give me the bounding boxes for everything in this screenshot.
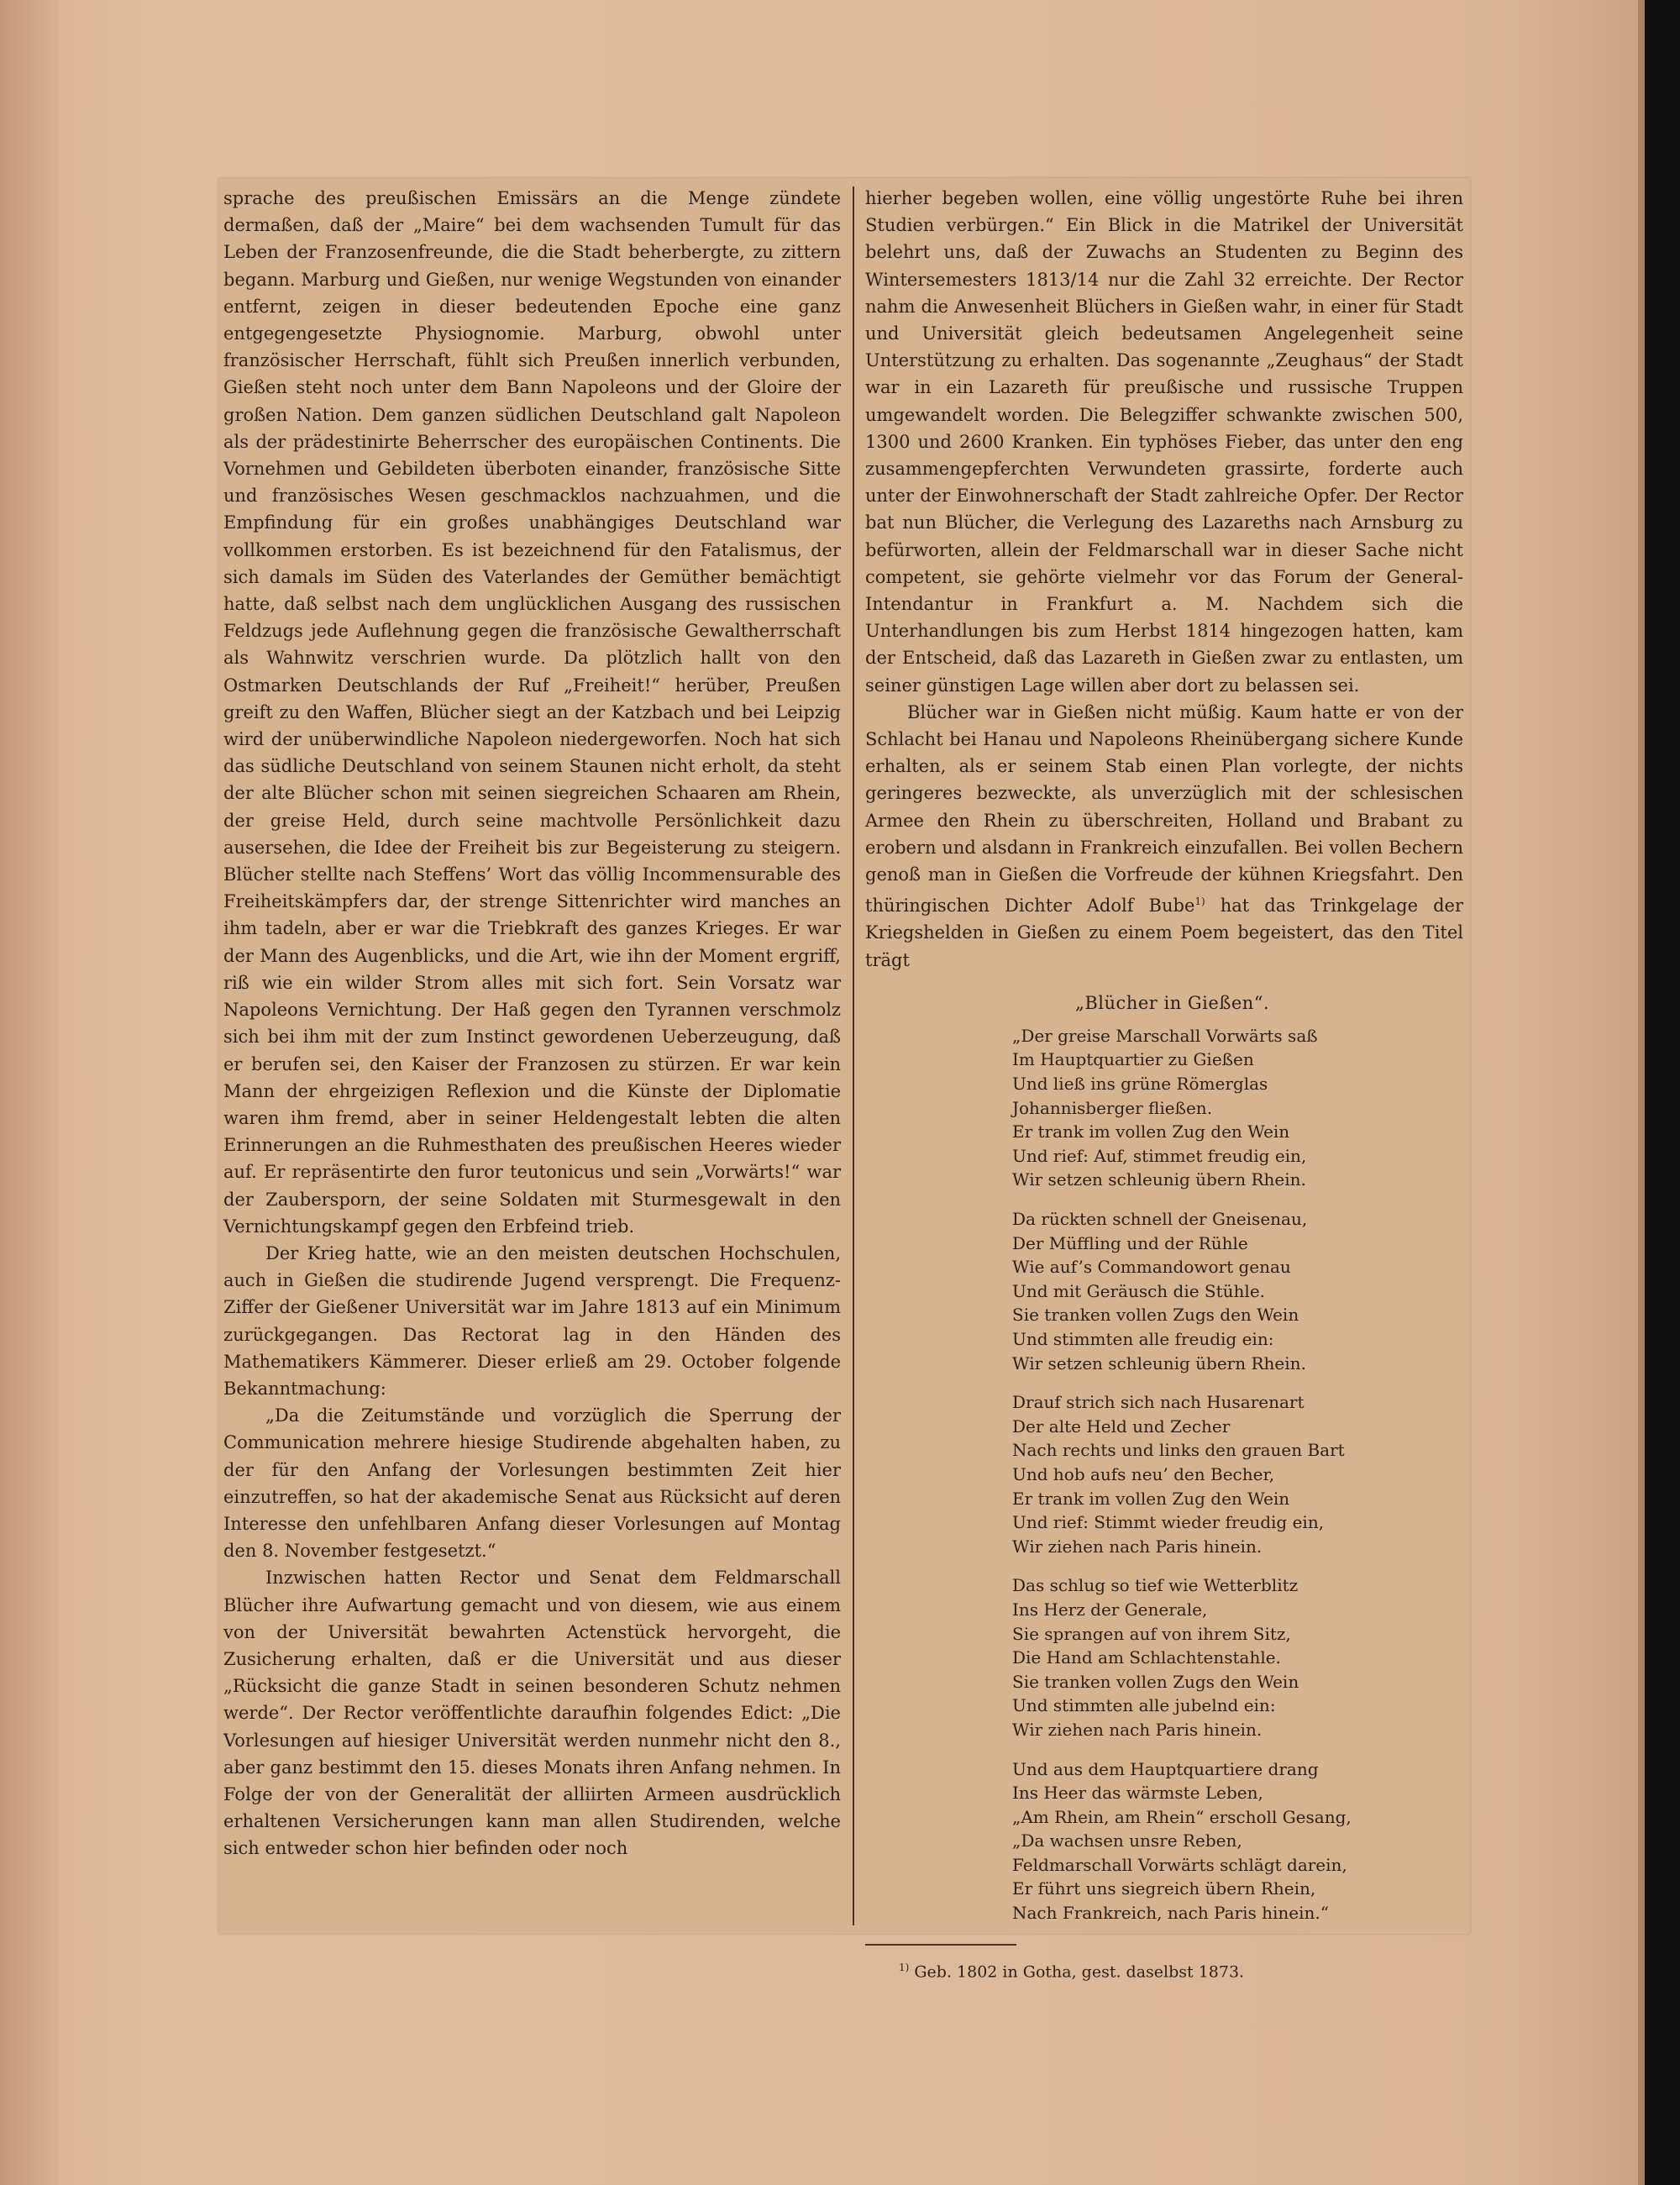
footnote-marker: 1)	[899, 1961, 910, 1973]
poem-line: „Der greise Marschall Vorwärts saß	[1012, 1025, 1318, 1046]
poem-line: Der alte Held und Zecher	[1012, 1416, 1231, 1437]
column-divider	[853, 186, 854, 1925]
paragraph-rector-senate: Inzwischen hatten Rector und Senat dem Feldmarschall Blücher ihre Aufwartung gemacht und von diesem, wie aus einem von der Universität bewahrten Actenstück hervorgeht, die Zusicherung erhalten, daß er die Universität und aus dieser „Rücksicht die ganze Stadt in seinen besonderen Schutz nehmen werde“. Der Rector veröffentlichte daraufhin folgendes Edict: „Die Vorlesungen auf hiesiger Universität werden nunmehr nicht den 8., aber ganz bestimmt den 15. dieses Monats ihren Anfang nehmen. In Folge der von der Generalität der alliirten Armeen ausdrücklich erhaltenen Versicherungen kann man allen Studirenden, welche sich entweder schon hier befinden oder noch	[223, 1568, 841, 1859]
left-column	[223, 185, 841, 1924]
paragraph-lazareth: hierher begeben wollen, eine völlig ungestörte Ruhe bei ihren Studien verbürgen.“ Ein Blick in die Matrikel der Universität belehrt uns, daß der Zuwachs an Studenten zu Beginn des Wintersemesters 1813/14 nur die Zahl 32 erreichte. Der Rector nahm die Anwesenheit Blüchers in Gießen wahr, in einer für Stadt und Universität gleich bedeutsamen Angelegenheit seine Unterstützung zu erhalten. Das sogenannte „Zeughaus“ der Stadt war in ein Lazareth für preußische und russische Truppen umgewandelt worden. Die Belegziffer schwankte zwischen 500, 1300 und 2600 Kranken. Ein typhöses Fieber, das unter den eng zusammengepferchten Verwundeten grassirte, forderte auch unter der Einwohnerschaft der Stadt zahlreiche Opfer. Der Rector bat nun Blücher, die Verlegung des Lazareths nach Arnsburg zu befürworten, allein der Feldmarschall war in dieser Sache nicht competent, sie gehörte vielmehr vor das Forum der General-Intendantur in Frankfurt a. M. Nachdem sich die Unterhandlungen bis zum Herbst 1814 hingezogen hatten, kam der Entscheid, daß das Lazareth in Gießen zwar zu entlasten, um seiner günstigen Lage willen aber dort zu belassen sei.	[865, 188, 1463, 696]
poem-line: Wir ziehen nach Paris hinein.	[1012, 1536, 1263, 1557]
poem-stanza-3	[865, 1390, 1463, 1558]
poem-line: Das schlug so tief wie Wetterblitz	[1012, 1575, 1299, 1596]
paragraph-blucher-intro: sprache des preußischen Emissärs an die Menge zündete dermaßen, daß der „Maire“ bei dem wachsenden Tumult für das Leben der Franzosenfreunde, die die Stadt beherbergte, zu zittern begann. Marburg und Gießen, nur wenige Wegstunden von einander entfernt, zeigen in dieser bedeutenden Epoche eine ganz entgegengesetzte Physiognomie. Marburg, obwohl unter französischer Herrschaft, fühlt sich Preußen innerlich verbunden, Gießen steht noch unter dem Bann Napoleons und der Gloire der großen Nation. Dem ganzen südlichen Deutschland galt Napoleon als der prädestinirte Beherrscher des europäischen Continents. Die Vornehmen und Gebildeten überboten einander, französische Sitte und französisches Wesen geschmacklos nachzuahmen, und die Empfindung für ein großes unabhängiges Deutschland war vollkommen erstorben. Es ist bezeichnend für den Fatalismus, der sich damals im Süden des Vaterlandes der Gemüther bemächtigt hatte, daß selbst nach dem unglücklichen Ausgang des russischen Feldzugs jede Auflehnung gegen die französische Gewaltherrschaft als Wahnwitz verschrien wurde. Da plötzlich hallt von den Ostmarken Deutschlands der Ruf „Freiheit!“ herüber, Preußen greift zu den Waffen, Blücher siegt an der Katzbach und bei Leipzig wird der unüberwindliche Napoleon niedergeworfen. Noch hat sich das südliche Deutschland von seinem Staunen nicht erholt, da steht der alte Blücher schon mit seinen siegreichen Schaaren am Rhein, der greise Held, durch seine machtvolle Persönlichkeit dazu ausersehen, die Idee der Freiheit bis zur Begeisterung zu steigern. Blücher stellte nach Steffens’ Wort das völlig Incommensurable des Freiheitskämpfers dar, der strenge Sittenrichter wird manches an ihm tadeln, aber er war die Triebkraft des ganzes Krieges. Er war der Mann des Augenblicks, und die Art, wie ihn der Moment ergriff, riß wie ein wilder Strom alles mit sich fort. Sein Vorsatz war Napoleons Vernichtung. Der Haß gegen den Tyrannen verschmolz sich bei ihm mit der zum Instinct gewordenen Ueberzeugung, daß er berufen sei, den Kaiser der Franzosen zu stürzen. Er war kein Mann der ehrgeizigen Reflexion und die Künste der Diplomatie waren ihm fremd, aber in seiner Heldengestalt lebten die alten Erinnerungen an die Ruhmesthaten des preußischen Heeres wieder auf. Er repräsentirte den furor teutonicus und sein „Vorwärts!“ war der Zaubersporn, der seine Soldaten mit Sturmesgewalt in den Vernichtungskampf gegen den Erbfeind trieb.	[223, 188, 841, 1237]
poem-stanza-2	[865, 1207, 1463, 1375]
poem-stanza-1	[865, 1024, 1463, 1192]
poem-line: Sie sprangen auf von ihrem Sitz,	[1012, 1623, 1291, 1644]
poem-line: Nach Frankreich, nach Paris hinein.“	[1012, 1903, 1329, 1924]
newspaper-clipping	[218, 178, 1470, 1981]
poem-line: Und stimmten alle jubelnd ein:	[1012, 1695, 1276, 1716]
poem-line: Und hob aufs neu’ den Becher,	[1012, 1463, 1275, 1484]
left-page-fold	[0, 0, 59, 2185]
poem-line: Wir ziehen nach Paris hinein.	[1012, 1719, 1263, 1740]
poem-line: Da rückten schnell der Gneisenau,	[1012, 1209, 1308, 1230]
poem-title: „Blücher in Gießen“.	[1075, 992, 1270, 1013]
paragraph-announcement: „Da die Zeitumstände und vorzüglich die Sperrung der Communication mehrere hiesige Studirende abgehalten haben, zu der für den Anfang der Vorlesungen bestimmten Zeit hier einzutreffen, so hat der akademische Senat aus Rücksicht auf deren Interesse den unfehlbaren Anfang dieser Vorlesungen auf Montag den 8. November festgesetzt.“	[223, 1405, 841, 1562]
paragraph-blucher-plan	[865, 699, 1463, 974]
poem-line: Die Hand am Schlachtenstahle.	[1012, 1647, 1281, 1668]
footnote-divider	[865, 1944, 1016, 1946]
poem-line: Und ließ ins grüne Römerglas	[1012, 1074, 1268, 1095]
page-edge	[1638, 0, 1645, 2185]
poem-stanza-5	[865, 1757, 1463, 1925]
poem-line: Wir setzen schleunig übern Rhein.	[1012, 1352, 1306, 1374]
poem-line: Und rief: Stimmt wieder freudig ein,	[1012, 1512, 1325, 1533]
poem-line: Sie tranken vollen Zugs den Wein	[1012, 1671, 1299, 1692]
poem-line: Und mit Geräusch die Stühle.	[1012, 1280, 1266, 1301]
poem-line: Ins Heer das wärmste Leben,	[1012, 1783, 1263, 1804]
paragraph-blucher-plan-end: hat das Trinkgelage der Kriegshelden in Gießen zu einem Poem begeistert, das den Titel trägt	[865, 896, 1463, 970]
poem-line: Ins Herz der Generale,	[1012, 1599, 1208, 1620]
poem-line: Er trank im vollen Zug den Wein	[1012, 1488, 1290, 1509]
poem-line: Er trank im vollen Zug den Wein	[1012, 1121, 1290, 1142]
right-column	[865, 185, 1463, 1981]
poem-line: Im Hauptquartier zu Gießen	[1012, 1049, 1254, 1070]
poem-line: Nach rechts und links den grauen Bart	[1012, 1440, 1345, 1461]
poem-line: Und rief: Auf, stimmet freudig ein,	[1012, 1145, 1307, 1166]
paragraph-university-frequency: Der Krieg hatte, wie an den meisten deutschen Hochschulen, auch in Gießen die studirende Jugend versprengt. Die Frequenz-Ziffer der Gießener Universität war im Jahre 1813 auf ein Minimum zurückgegangen. Das Rectorat lag in den Händen des Mathematikers Kämmerer. Dieser erließ am 29. October folgende Bekanntmachung:	[223, 1242, 841, 1399]
footnote	[865, 1956, 1463, 1983]
poem-line: „Am Rhein, am Rhein“ erscholl Gesang,	[1012, 1806, 1352, 1827]
poem-stanza-4	[865, 1573, 1463, 1741]
poem-line: Und aus dem Hauptquartiere drang	[1012, 1758, 1319, 1779]
poem-line: Er führt uns siegreich übern Rhein,	[1012, 1878, 1316, 1899]
paragraph-blucher-plan-text: Blücher war in Gießen nicht müßig. Kaum hatte er von der Schlacht bei Hanau und Napoleons Rheinübergang sichere Kunde erhalten, als er seinem Stab einen Plan vorlegte, der nichts geringeres bezweckte, als unverzüglich mit der schlesischen Armee den Rhein zu überschreiten, Holland und Brabant zu erobern und alsdann in Frankreich einzufallen. Bei vollen Bechern genoß man in Gießen die Vorfreude der kühnen Kriegsfahrt. Den thüringischen Dichter Adolf Bube	[865, 701, 1463, 917]
footnote-reference: 1)	[1194, 896, 1205, 908]
poem-line: Feldmarschall Vorwärts schlägt darein,	[1012, 1854, 1347, 1875]
footnote-text: Geb. 1802 in Gotha, gest. daselbst 1873.	[909, 1962, 1245, 1981]
poem-line: „Da wachsen unsre Reben,	[1012, 1830, 1242, 1851]
poem-line: Johannisberger fließen.	[1012, 1097, 1213, 1118]
poem-line: Wir setzen schleunig übern Rhein.	[1012, 1169, 1306, 1190]
poem-line: Drauf strich sich nach Husarenart	[1012, 1392, 1305, 1413]
poem-line: Wie auf’s Commandowort genau	[1012, 1257, 1291, 1278]
poem-line: Und stimmten alle freudig ein:	[1012, 1329, 1274, 1350]
poem-line: Der Müffling und der Rühle	[1012, 1232, 1248, 1253]
poem-line: Sie tranken vollen Zugs den Wein	[1012, 1305, 1299, 1326]
